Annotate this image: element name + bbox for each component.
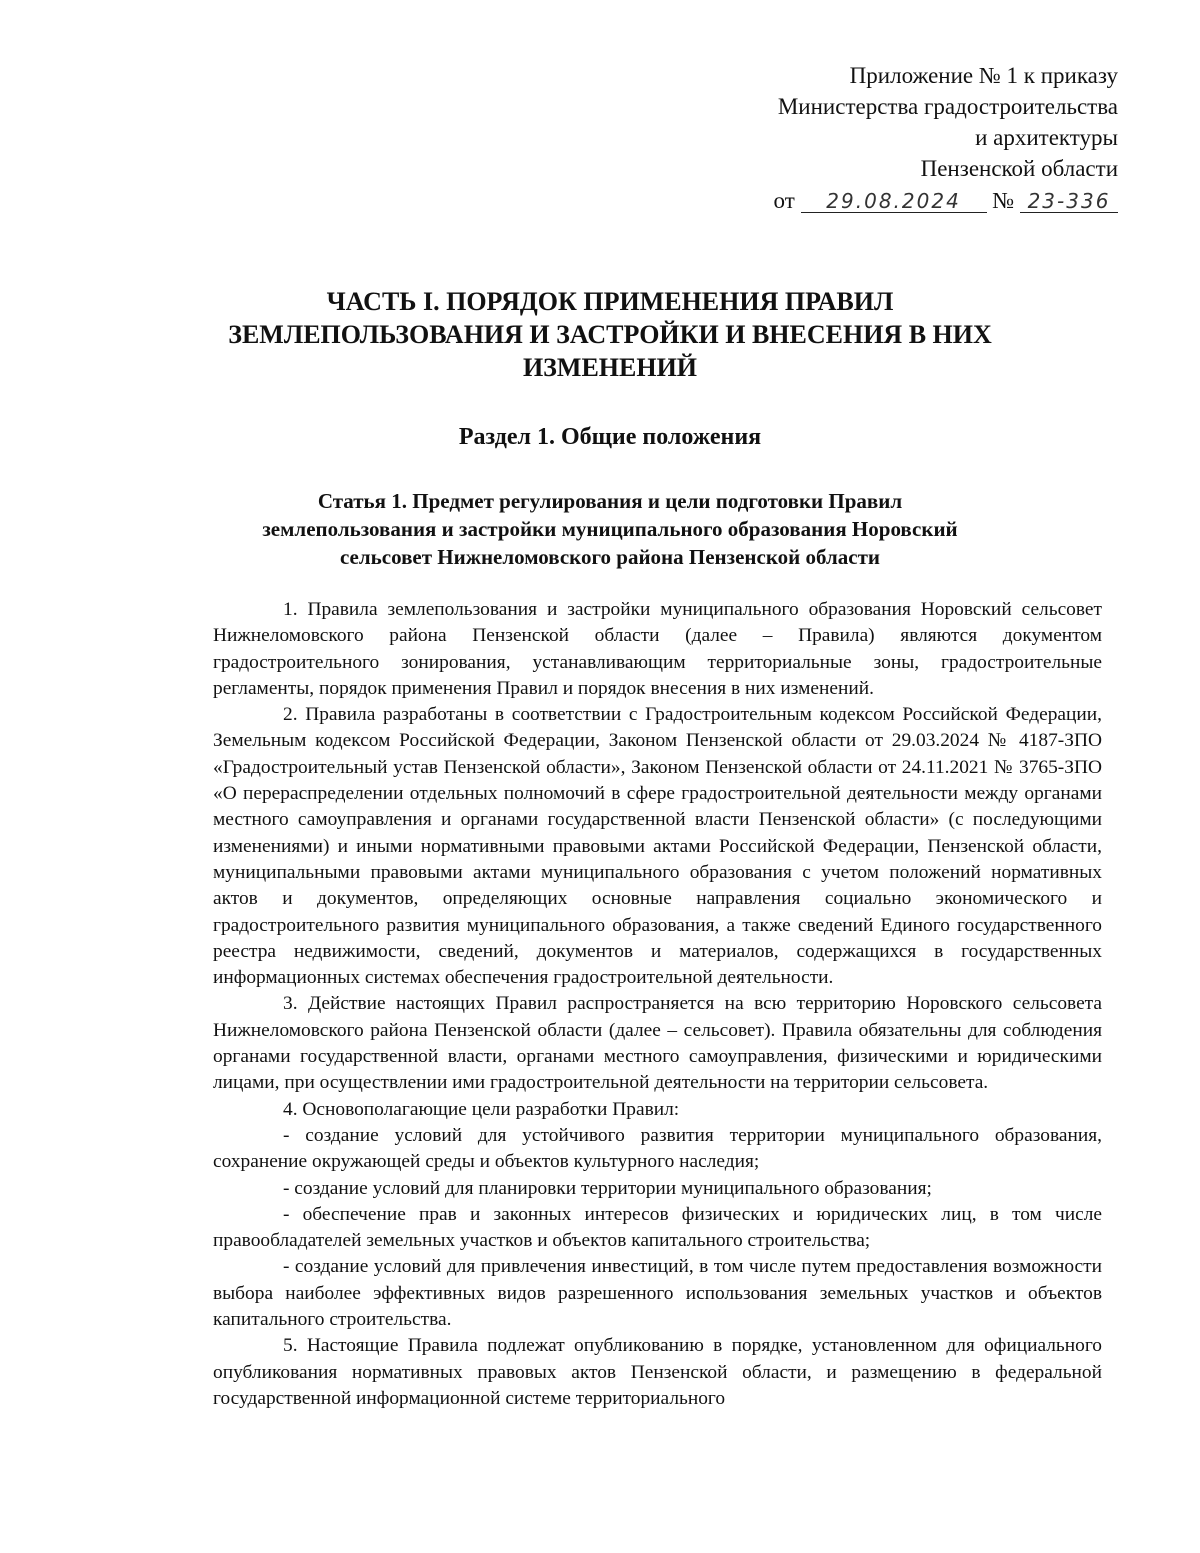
part-title-line-1: ЧАСТЬ I. ПОРЯДОК ПРИМЕНЕНИЯ ПРАВИЛ [326,287,894,316]
paragraph: - обеспечение прав и законных интересов физических и юридических лиц, в том числе правообладателей земельных участков и объектов капитального строительства; [213,1203,1102,1252]
header-line-3: и архитектуры [975,125,1118,150]
article-title [200,487,1020,571]
header-line-2: Министерства градостроительства [777,94,1118,119]
paragraph: 2. Правила разработаны в соответствии с Градостроительным кодексом Российской Федерации, Земельным кодексом Российской Федерации, Законом Пензенской области от 29.03.2024 № 4187-ЗПО «Градостроительный устав Пензенской области», Законом Пензенской области от 24.11.2021 № 3765-ЗПО «О перераспределении отдельных полномочий в сфере градостроительной деятельности между органами местного самоуправления и органами государственной власти Пензенской области» (с последующими изменениями) и иными нормативными правовыми актами Российской Федерации, Пензенской области, муниципальными правовыми актами муниципального образования с учетом положений нормативных актов и документов, определяющих основные направления социально экономического и градостроительного развития муниципального образования, а также сведений Единого государственного реестра недвижимости, сведений, документов и материалов, содержащихся в государственных информационных системах обеспечения градостроительной деятельности. [213,704,1102,989]
article-title-line-3: сельсовет Нижнеломовского района Пензенской области [339,545,880,569]
header-line-4: Пензенской области [920,156,1118,181]
article-title-line-2: землепользования и застройки муниципального образования Норовский [262,517,958,541]
paragraph: 5. Настоящие Правила подлежат опубликованию в порядке, установленном для официального опубликования нормативных правовых актов Пензенской области, и размещению в федеральной государственной информационной системе территориального [213,1335,1102,1409]
paragraph: 3. Действие настоящих Правил распространяется на всю территорию Норовского сельсовета Нижнеломовского района Пензенской области (далее – сельсовет). Правила обязательны для соблюдения органами государственной власти, органами местного самоуправления, физическими и юридическими лицами, при осуществлении ими градостроительной деятельности на территории сельсовета. [213,993,1102,1094]
paragraph: - создание условий для привлечения инвестиций, в том числе путем предоставления возможности выбора наиболее эффективных видов разрешенного использования земельных участков и объектов капитального строительства. [213,1256,1102,1331]
article-body [213,597,1102,1412]
handwritten-number: 23-336 [1020,190,1118,213]
from-label: от [773,188,795,213]
paragraph: - создание условий для устойчивого развития территории муниципального образования, сохранение окружающей среды и объектов культурного наследия; [213,1124,1102,1173]
article-title-line-1: Статья 1. Предмет регулирования и цели подготовки Правил [317,489,903,513]
paragraph: 4. Основополагающие цели разработки Правил: [283,1098,680,1120]
handwritten-date: 29.08.2024 [801,190,987,213]
header-line-1: Приложение № 1 к приказу [849,63,1118,88]
header-date-line [774,185,1118,216]
appendix-header [774,60,1118,216]
number-label: № [992,188,1015,213]
section-title: Раздел 1. Общие положения [458,424,762,450]
paragraph: - создание условий для планировки территории муниципального образования; [283,1177,932,1199]
paragraph: 1. Правила землепользования и застройки муниципального образования Норовский сельсовет Нижнеломовского района Пензенской области (далее – Правила) являются документом градостроительного зонирования, устанавливающим территориальные зоны, градостроительные регламенты, порядок применения Правил и порядок внесения в них изменений. [213,599,1102,699]
part-title-line-2: ЗЕМЛЕПОЛЬЗОВАНИЯ И ЗАСТРОЙКИ И ВНЕСЕНИЯ В НИХ [228,320,992,349]
part-title [200,285,1020,384]
part-title-line-3: ИЗМЕНЕНИЙ [522,353,698,382]
